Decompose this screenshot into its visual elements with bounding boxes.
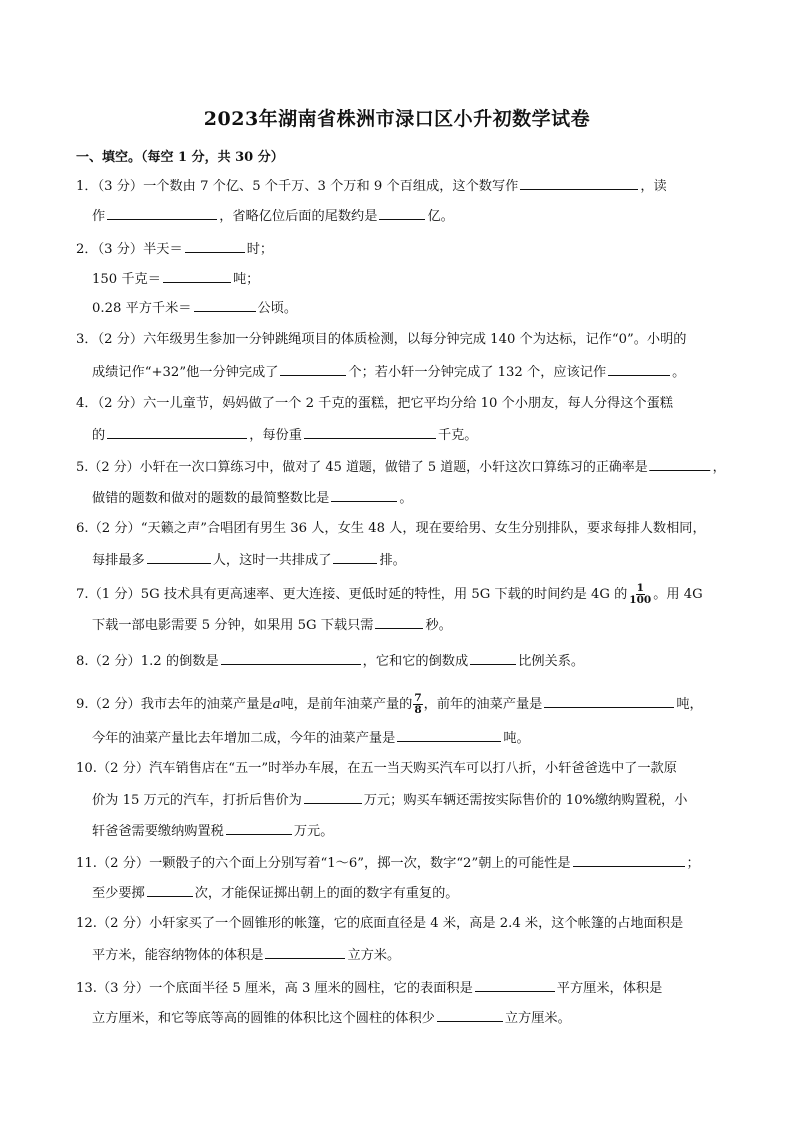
- answer-blank[interactable]: [107, 205, 217, 220]
- answer-blank[interactable]: [226, 820, 292, 835]
- question-4-line-2: 的 ，每份重 千克。: [92, 424, 726, 446]
- answer-blank[interactable]: [544, 693, 674, 708]
- answer-blank[interactable]: [185, 238, 245, 253]
- question-12-line-1: 12.（2 分）小轩家买了一个圆锥形的帐篷，它的底面直径是 4 米，高是 2.4 米，这个帐篷的占地面积是: [76, 916, 684, 931]
- question-6-line-2: 每排最多 人，这时一共排成了 排。: [92, 549, 726, 571]
- answer-blank[interactable]: [163, 268, 231, 283]
- question-2-line-2: 150 千克＝ 吨；: [92, 268, 726, 290]
- answer-blank[interactable]: [147, 549, 211, 564]
- answer-blank[interactable]: [375, 614, 423, 629]
- question-10-line-2: 价为 15 万元的汽车，打折后售价为 万元；购买车辆还需按实际售价的 10%缴纳购置税，小: [92, 789, 726, 811]
- question-3-line-1: 3．（2 分）六年级男生参加一分钟跳绳项目的体质检测，以每分钟完成 140 个为达标，记作“0”。小明的: [76, 332, 687, 347]
- fraction: $\frac{1}{100}$: [629, 582, 652, 606]
- question-4-line-1: 4．（2 分）六一儿童节，妈妈做了一个 2 千克的蛋糕，把它平均分给 10 个小朋友，每人分得这个蛋糕: [76, 396, 673, 411]
- answer-blank[interactable]: [194, 297, 256, 312]
- question-1-line-2: 作 ，省略亿位后面的尾数约是 亿。: [92, 205, 726, 227]
- answer-blank[interactable]: [475, 977, 555, 992]
- question-11-line-2: 至少要掷 次，才能保证掷出朝上的面的数字有重复的。: [92, 882, 726, 904]
- question-1-line-1: 1．（3 分）一个数由 7 个亿、5 个千万、3 个万和 9 个百组成，这个数写作 ，读: [76, 175, 726, 197]
- answer-blank[interactable]: [331, 487, 397, 502]
- answer-blank[interactable]: [650, 456, 711, 471]
- answer-blank[interactable]: [379, 205, 425, 220]
- question-2-line-3: 0.28 平方千米＝ 公顷。: [92, 297, 726, 319]
- answer-blank[interactable]: [333, 549, 377, 564]
- answer-blank[interactable]: [107, 424, 247, 439]
- variable-a: a: [272, 697, 281, 712]
- page-title: 2023年湖南省株洲市渌口区小升初数学试卷: [203, 108, 591, 130]
- answer-blank[interactable]: [437, 1007, 503, 1022]
- question-12-line-2: 平方米，能容纳物体的体积是 立方米。: [92, 944, 726, 966]
- question-5-line-1: 5.（2 分）小轩在一次口算练习中，做对了 45 道题，做错了 5 道题，小轩这次口算练习的正确率是 ，: [76, 456, 715, 478]
- question-3-line-2: 成绩记作“+32”他一分钟完成了 个；若小轩一分钟完成了 132 个，应该记作 。: [92, 361, 726, 383]
- section-heading: 一、填空。（每空 1 分，共 30 分）: [76, 150, 284, 165]
- question-2-line-1: 2．（3 分）半天＝ 时；: [76, 238, 726, 260]
- answer-blank[interactable]: [573, 852, 685, 867]
- question-11-line-1: 11.（2 分）一颗骰子的六个面上分别写着“1～6”，掷一次，数字“2”朝上的可能性是 ；: [76, 852, 726, 874]
- question-13-line-1: 13.（3 分）一个底面半径 5 厘米，高 3 厘米的圆柱，它的表面积是 平方厘米，体积是: [76, 977, 726, 999]
- answer-blank[interactable]: [470, 650, 516, 665]
- answer-blank[interactable]: [147, 882, 193, 897]
- answer-blank[interactable]: [397, 727, 501, 742]
- answer-blank[interactable]: [221, 650, 361, 665]
- question-10-line-1: 10.（2 分）汽车销售店在“五一”时举办车展，在五一当天购买汽车可以打八折，小轩爸爸选中了一款原: [76, 761, 677, 776]
- question-9-line-1: 9.（2 分）我市去年的油菜产量是a吨，是前年油菜产量的 $\frac{7}{8}$ ，前年的油菜产量是 吨，: [76, 692, 703, 716]
- question-13-line-2: 立方厘米，和它等底等高的圆锥的体积比这个圆柱的体积少 立方厘米。: [92, 1007, 726, 1029]
- question-7-line-1: 7.（1 分）5G 技术具有更高速率、更大连接、更低时延的特性，用 5G 下载的时间约是 4G 的 $\frac{1}{100}$ 。用 4G: [76, 582, 703, 606]
- answer-blank[interactable]: [265, 944, 345, 959]
- question-5-line-2: 做错的题数和做对的题数的最简整数比是 。: [92, 487, 726, 509]
- question-7-line-2: 下载一部电影需要 5 分钟，如果用 5G 下载只需 秒。: [92, 614, 726, 636]
- fraction: $\frac{7}{8}$: [414, 692, 422, 716]
- question-8-line-1: 8.（2 分）1.2 的倒数是 ，它和它的倒数成 比例关系。: [76, 650, 726, 672]
- question-10-line-3: 轩爸爸需要缴纳购置税 万元。: [92, 820, 726, 842]
- answer-blank[interactable]: [304, 789, 362, 804]
- question-9-line-2: 今年的油菜产量比去年增加二成，今年的油菜产量是 吨。: [92, 727, 726, 749]
- answer-blank[interactable]: [608, 361, 670, 376]
- question-6-line-1: 6.（2 分）“天籁之声”合唱团有男生 36 人，女生 48 人，现在要给男、女生分别排队，要求每排人数相同，: [76, 521, 706, 536]
- answer-blank[interactable]: [304, 424, 436, 439]
- answer-blank[interactable]: [280, 361, 346, 376]
- answer-blank[interactable]: [520, 175, 638, 190]
